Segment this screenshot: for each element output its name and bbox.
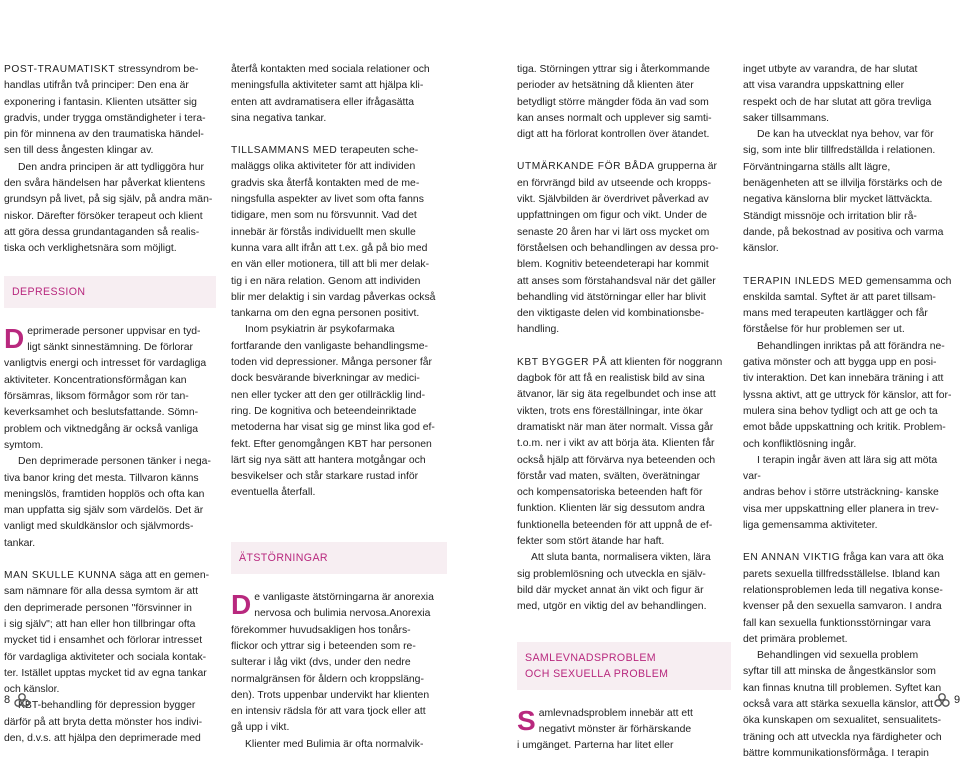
paragraph: UTMÄRKANDE FÖR BÅDA grupperna är en förvrängd bild av utseende och kropps- vikt. Självbilden är överdrivet påverkad av uppfattningen om figur och vikt. Under de senaste 20 åren har vi lärt oss mycket om förståelsen och behandlingen av dessa pro- blem. Kognitiv beteendeterapi har kommit att anses som förstahandsval när det gäller behandling vid ätstörningar eller har blivit den viktigaste delen vid kombinationsbe- handling.: [517, 161, 719, 336]
paragraph: tiga. Störningen yttrar sig i återkommande perioder av hetsätning då klienten äter betydligt större mängder föda än vad som kan anses normalt och upplever sig samti- digt att ha förlorat kontrollen över ätandet.: [517, 64, 712, 141]
dropcap: D: [231, 589, 252, 621]
paragraph: vanligtvis energi och intresset för vardagliga aktiviteter. Koncentrationsförmågan kan försämras, liksom förmågor som rör tan- keverksamhet och beslutsfattande. Sömn- problem och viktnedgång är också vanliga symtom.: [4, 358, 207, 451]
logo-icon: [14, 693, 30, 707]
logo-icon: [934, 693, 950, 707]
paragraph: Behandlingen inriktas på att förändra ne- gativa mönster och att bygga upp en posi- tiv interaktion. Det kan innebära träning i att lyssna aktivt, att ge uttryck för känslor, att for- mulera sina behov tydligt och att ge och ta emot både uppskattning och kritik. Problem- och konfliktlösning ingår.: [743, 340, 952, 450]
paragraph: KBT-behandling för depression bygger därför på att bryta detta mönster hos indivi- den, d.v.s. att hjälpa den deprimerade med: [4, 700, 203, 744]
dropcap: S: [517, 704, 536, 736]
paragraph: Inom psykiatrin är psykofarmaka fortfarande den vanligaste behandlingsme- toden vid depressioner. Många personer får dock besvärande biverkningar av medici- nen eller tycker att den ger otillräcklig lind- ring. De kognitiva och beteendeinriktade metoderna har visat sig ge minst lika god ef- fekt. Efter genomgången KBT har personen lärt sig nya sätt att hantera motgångar och besvikelser och står starkare rustad inför eventuella återfall.: [231, 324, 435, 499]
paragraph: TILLSAMMANS MED terapeuten sche- maläggs olika aktiviteter för att individen gradvis ska återfå kontakten med de me- ningsfulla aspekter av livet som ofta fanns tidigare, men som nu försvunnit. Vad det innebär är förstås individuellt men skulle kunna vara allt ifrån att t.ex. gå på bio med en vän eller motionera, till att bli mer delak- tig i en nära relation. Genom att individen blir mer delaktig i sin vardag påverkas också tankarna om den egna personen positivt.: [231, 145, 436, 320]
paragraph: POST-TRAUMATISKT stressyndrom be- handlas utifrån två principer: Den ena är exponering i fantasin. Klienten utsätter sig gradvis, under trygga omständigheter i tera- pin för minnena av den traumatiska händel- sen till dess ångesten klingar av.: [4, 64, 206, 157]
dropcap-text: eprimerade personer uppvisar en tyd- ligt sänkt sinnestämning. De förlorar: [27, 325, 201, 354]
column-1: [4, 62, 216, 747]
paragraph: förekommer huvudsakligen hos tonårs- flickor och yttrar sig i beteenden som re- sulterar i låg vikt (dvs, under den nedre normalgränsen för åldern och kroppsläng- den). Trots uppenbar undervikt har klienten en intensiv rädsla för att vara tjock eller att gå upp i vikt.: [231, 624, 430, 734]
paragraph: Den andra principen är att tydliggöra hur den svåra händelsen har påverkat klientens grundsyn på livet, på sig själv, på andra män- niskor. Därefter försöker terapeut och klient att göra dessa grundantaganden så realis- tiska och verklighetsnära som möjligt.: [4, 161, 213, 255]
paragraph: EN ANNAN VIKTIG fråga kan vara att öka parets sexuella tillfredsställelse. Ibland kan relationsproblemen leda till negativa konse- kvenser på den sexuella samvaron. I andra fall kan sexuella funktionsstörningar vara det primära problemet.: [743, 552, 944, 645]
paragraph: i umgänget. Parterna har litet eller: [517, 740, 674, 752]
dropcap: D: [4, 322, 25, 354]
page-number: 8: [4, 694, 11, 706]
column-3: [517, 62, 731, 754]
paragraph: I terapin ingår även att lära sig att möta var- andras behov i större utsträckning- kanske visa mer uppskattning eller planera in trev- liga gemensamma aktiviteter.: [743, 454, 939, 532]
paragraph: Att sluta banta, normalisera vikten, lära sig problemlösning och utveckla en själv- bild där mycket annat än vikt och figur är med, utgör en viktig del av behandlingen.: [517, 552, 711, 613]
dropcap-paragraph: [231, 590, 447, 623]
section-heading-samlevnadsproblem: SAMLEVNADSPROBLEM OCH SEXUELLA PROBLEM: [517, 642, 731, 690]
dropcap-text: amlevnadsproblem innebär att ett negativt mönster är förhärskande: [538, 707, 693, 735]
page-number: 9: [954, 694, 960, 706]
paragraph: Klienter med Bulimia är ofta normalvik-: [245, 738, 424, 750]
section-heading-atstorningar: ÄTSTÖRNINGAR: [231, 542, 447, 574]
paragraph: TERAPIN INLEDS MED gemensamma och enskilda samtal. Syftet är att paret tillsam- mans med terapeuten kartlägger och får förståelse för hur problemen ser ut.: [743, 275, 952, 336]
paragraph: Den deprimerade personen tänker i nega- tiva banor kring det mesta. Tillvaron känns meningslös, framtiden hopplös och ofta kan man uppfatta sig själv som värdelös. Det är vanligt med skuldkänslor och självmords- tankar.: [4, 456, 211, 549]
paragraph: Behandlingen vid sexuella problem syftar till att minska de ångestkänslor som kan finnas knutna till problemen. Syftet kan också vara att stärka sexuella känslor, att öka kunskapen om sexualitet, sensualitets- träning och att utveckla nya färdigheter och bättre kommunikationsförmåga. I terapin: [743, 650, 942, 759]
column-2: [231, 62, 447, 753]
dropcap-text: e vanligaste ätstörningarna är anorexia nervosa och bulimia nervosa.Anorexia: [254, 592, 434, 620]
paragraph: återfå kontakten med sociala relationer och meningsfulla aktiviteter samt att hjälpa kli- enten att avdramatisera eller ifrågasätta sina negativa tankar.: [231, 64, 430, 124]
paragraph: inget utbyte av varandra, de har slutat att visa varandra uppskattning eller respekt och de har slutat att göra trevliga saker tillsammans.: [743, 64, 932, 124]
paragraph: De kan ha utvecklat nya behov, var för sig, som inte blir tillfredställda i relationen. Förväntningarna ställs allt lägre, benägenheten att se illvilja förstärks och de negativa känslorna blir mycket lättväckta. Ständigt missnöje och irritation blir rå- dande, på bekostnad av positiva och varma känslor.: [743, 129, 944, 255]
paragraph: KBT BYGGER PÅ att klienten för noggrann dagbok för att få en realistisk bild av sina ätvanor, lär sig äta regelbundet och inse att vikten, trots ens föreställningar, inte ökar dramatiskt när man äter normalt. Vissa går t.o.m. ner i vikt av att börja äta. Klienten får också hjälp att förvärva nya beteenden och förstår vad maten, svälten, överätningar och kompensatoriska beteenden haft för funktion. Klienten lär sig dessutom andra funktionella beteenden för att uppnå de ef- fekter som stört ätande har haft.: [517, 356, 723, 548]
section-heading-depression: DEPRESSION: [4, 276, 216, 308]
paragraph: MAN SKULLE KUNNA säga att en gemen- sam nämnare för alla dessa symtom är att den deprimerade personen "försvinner in i sig själv"; att han eller hon tillbringar ofta mycket tid i ensamhet och förlorar intresset för vardagliga aktiviteter och sociala kontak- ter. Istället upptas mycket tid av egna tankar och känslor.: [4, 570, 210, 696]
dropcap-paragraph: [4, 324, 216, 357]
dropcap-paragraph: [517, 706, 731, 739]
page-number-left: [4, 693, 30, 707]
column-4: [743, 62, 955, 762]
page-number-right: [934, 693, 960, 707]
